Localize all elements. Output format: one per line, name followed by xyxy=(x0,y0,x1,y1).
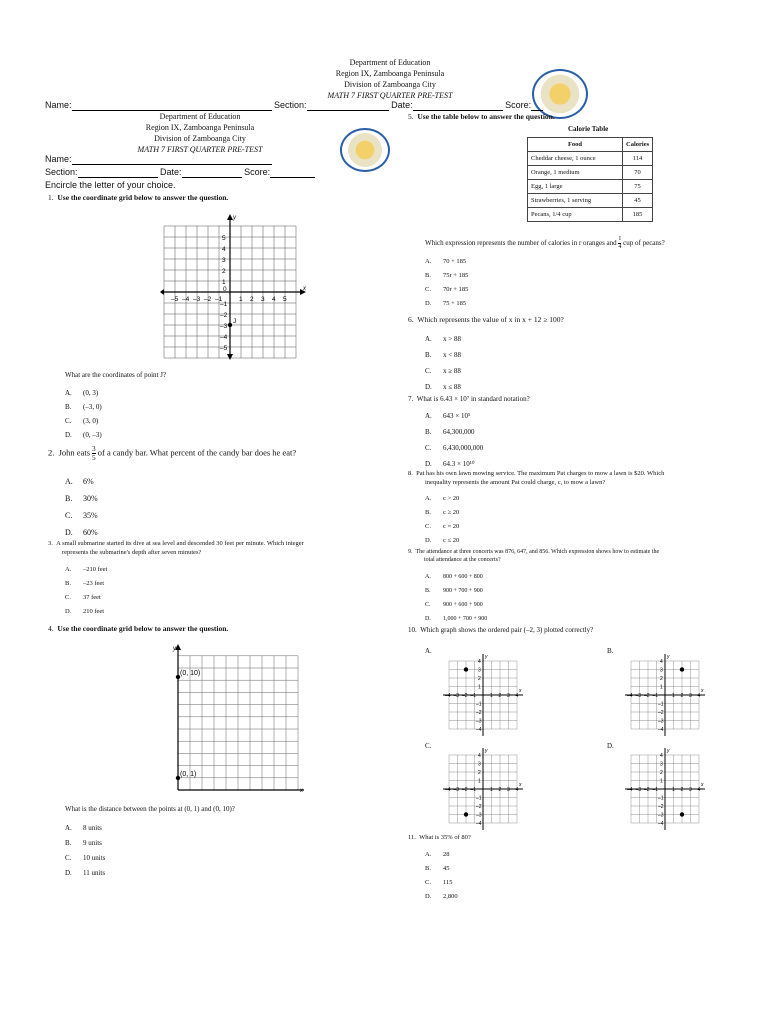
y-tick: 1 xyxy=(478,684,481,691)
q8-option-a[interactable]: A. c > 20 xyxy=(425,495,460,502)
y-axis-label: y xyxy=(485,654,488,660)
y-tick: –3 xyxy=(658,812,664,819)
x-tick: –4 xyxy=(445,787,451,793)
q9-text-line1: The attendance at three concerts was 876, 647, and 856. Which expression shows how to estimate the xyxy=(415,549,660,555)
q6-options xyxy=(425,334,461,392)
q6-option-b[interactable]: B. x < 88 xyxy=(425,351,461,359)
q1-y-tick: –5 xyxy=(220,345,228,352)
date-label: Date: xyxy=(391,100,413,110)
y-tick: 2 xyxy=(478,676,481,682)
q1-x-tick: –1 xyxy=(215,296,223,303)
inner-header xyxy=(90,111,310,155)
x-tick: 1 xyxy=(672,693,675,699)
q4-option-d[interactable]: D. 11 units xyxy=(65,869,106,877)
q1-y-tick: –3 xyxy=(220,323,228,330)
q2-text-post: of a candy bar. What percent of the candy bar does he eat? xyxy=(97,447,297,458)
y-tick: –4 xyxy=(476,821,482,827)
q4-x-label: x xyxy=(300,788,303,794)
y-tick: 2 xyxy=(660,676,663,682)
y-tick: –1 xyxy=(476,795,482,802)
top-header xyxy=(270,57,510,101)
q3-option-b[interactable]: B. –23 feet xyxy=(65,580,105,587)
q8-options xyxy=(425,494,459,546)
y-tick: –2 xyxy=(658,710,664,716)
q2-option-a[interactable]: A. 6% xyxy=(65,477,94,486)
q11-option-d[interactable]: D. 2,800 xyxy=(425,893,458,900)
q5-option-a[interactable]: A. 70 + 185 xyxy=(425,258,467,265)
q3-option-a[interactable]: A. –210 feet xyxy=(65,566,108,573)
q10-option-d-label[interactable]: D. xyxy=(607,742,614,750)
inner-header-title: MATH 7 FIRST QUARTER PRE-TEST xyxy=(137,145,263,154)
plotted-point xyxy=(464,812,468,816)
q1-x-tick: 4 xyxy=(272,296,276,303)
y-tick: 3 xyxy=(478,761,481,768)
x-tick: –1 xyxy=(470,693,477,699)
q10-number: 10. xyxy=(408,626,417,634)
q7-prompt xyxy=(408,394,530,404)
q1-x-label: x xyxy=(303,286,306,292)
y-tick: –1 xyxy=(658,795,664,802)
q2-text-pre: John eats xyxy=(58,447,91,458)
inner-score-blank[interactable] xyxy=(270,167,315,178)
q11-options xyxy=(425,850,458,902)
q11-option-a[interactable]: A. 28 xyxy=(425,851,450,858)
y-tick: –3 xyxy=(476,812,482,819)
inner-header-division: Division of Zamboanga City xyxy=(154,134,246,143)
q1-x-tick: –5 xyxy=(171,296,179,303)
x-tick: –3 xyxy=(453,787,460,793)
name-blank[interactable] xyxy=(72,100,272,111)
q1-prompt xyxy=(48,193,228,203)
q1-coordinate-grid xyxy=(160,212,310,362)
y-tick: 4 xyxy=(478,659,481,665)
inner-name-blank[interactable] xyxy=(72,154,272,165)
y-tick: –1 xyxy=(476,701,482,708)
q7-options xyxy=(425,411,483,469)
header-title: MATH 7 FIRST QUARTER PRE-TEST xyxy=(327,91,453,100)
q4-option-c[interactable]: C. 10 units xyxy=(65,854,106,862)
y-axis-label: y xyxy=(667,748,670,754)
q10-graph-b[interactable] xyxy=(623,652,707,738)
y-tick: 1 xyxy=(660,684,663,691)
x-tick: 3 xyxy=(507,787,510,793)
q3-text-line2: represents the submarine's depth after seven minutes? xyxy=(62,549,202,556)
x-tick: 3 xyxy=(689,787,692,793)
q1-y-tick: 1 xyxy=(222,279,226,286)
q7-option-c[interactable]: C. 6,430,000,000 xyxy=(425,444,484,452)
y-tick: –2 xyxy=(658,804,664,810)
q1-origin-tick: 0 xyxy=(223,286,227,293)
q6-number: 6. xyxy=(408,315,414,324)
x-axis-label: x xyxy=(519,688,522,694)
y-tick: 4 xyxy=(478,753,481,759)
q1-x-tick: –3 xyxy=(193,296,201,303)
y-tick: –3 xyxy=(476,718,482,725)
inner-score-label: Score: xyxy=(244,167,271,177)
q2-option-b[interactable]: B. 30% xyxy=(65,494,98,503)
x-tick: –2 xyxy=(462,787,468,793)
q10-graph-a[interactable] xyxy=(441,652,525,738)
y-axis-label: y xyxy=(485,748,488,754)
q2-options xyxy=(65,477,98,538)
header-dept: Department of Education xyxy=(349,58,431,67)
plotted-point xyxy=(680,667,684,671)
q1-x-tick: –4 xyxy=(182,296,190,303)
q10-graph-d[interactable] xyxy=(623,746,707,832)
q4-point-0-10-label: (0, 10) xyxy=(180,670,201,677)
x-tick: –4 xyxy=(445,693,451,699)
deped-seal-inner xyxy=(340,128,390,172)
name-label: Name: xyxy=(45,100,72,110)
table-row: Pecans, 1/4 cup 185 xyxy=(528,208,653,222)
q5-option-b[interactable]: B. 75r + 185 xyxy=(425,272,469,279)
q1-x-tick: 3 xyxy=(261,296,265,303)
q4-prompt xyxy=(48,624,228,634)
x-tick: 2 xyxy=(498,787,502,793)
q1-point-j xyxy=(228,323,232,327)
q4-option-b[interactable]: B. 9 units xyxy=(65,839,102,847)
q3-number: 3. xyxy=(48,540,53,547)
x-axis-label: x xyxy=(519,782,522,788)
q1-point-j-label: J xyxy=(233,318,237,325)
section-label: Section: xyxy=(274,100,307,110)
q1-y-tick: –2 xyxy=(220,312,228,319)
q5-number: 5. xyxy=(408,112,414,121)
q5-option-c[interactable]: C. 70r + 185 xyxy=(425,286,469,293)
q4-point-0-1-label: (0, 1) xyxy=(180,771,197,778)
table-row: Cheddar cheese, 1 ounce 114 xyxy=(528,152,653,166)
q11-option-b[interactable]: B. 45 xyxy=(425,865,450,872)
q9-prompt xyxy=(408,548,659,564)
y-tick: –4 xyxy=(658,821,664,827)
q8-option-d[interactable]: D. c ≤ 20 xyxy=(425,537,460,544)
q5-prompt xyxy=(408,112,555,122)
x-tick: –3 xyxy=(635,693,642,699)
q7-option-b[interactable]: B. 64,300,000 xyxy=(425,428,475,436)
q7-number: 7. xyxy=(408,395,414,403)
q3-option-c[interactable]: C. 37 feet xyxy=(65,594,101,601)
q1-number: 1. xyxy=(48,193,54,202)
q1-ask: What are the coordinates of point J? xyxy=(65,371,167,379)
q5-options xyxy=(425,257,468,309)
y-tick: 1 xyxy=(478,778,481,785)
q3-prompt xyxy=(48,539,304,557)
header-division: Division of Zamboanga City xyxy=(344,80,436,89)
x-tick: –1 xyxy=(470,787,477,793)
q10-graph-c[interactable] xyxy=(441,746,525,832)
q6-text: Which represents the value of x in x + 12 ≥ 100? xyxy=(417,315,564,324)
y-tick: –4 xyxy=(658,727,664,733)
q1-y-tick: 3 xyxy=(222,257,226,264)
score-blank[interactable] xyxy=(531,100,543,111)
q1-option-b[interactable]: B. (–3, 0) xyxy=(65,403,102,411)
q10-text: Which graph shows the ordered pair (–2, 3) plotted correctly? xyxy=(420,626,594,634)
x-tick: 1 xyxy=(490,693,493,699)
x-tick: 2 xyxy=(680,787,684,793)
q1-y-tick: 2 xyxy=(222,268,226,275)
y-tick: 3 xyxy=(478,667,481,674)
q6-prompt xyxy=(408,315,564,325)
q2-option-d[interactable]: D. 60% xyxy=(65,528,98,537)
inner-section-blank[interactable] xyxy=(78,167,158,178)
x-tick: 1 xyxy=(490,787,493,793)
q8-text-line2: inequality represents the amount Pat could charge, c, to mow a lawn? xyxy=(425,479,606,486)
inner-name-row xyxy=(45,153,272,165)
inner-name-label: Name: xyxy=(45,154,72,164)
table-row: Orange, 1 medium 70 xyxy=(528,166,653,180)
q3-text-line1: A small submarine started its dive at sea level and descended 30 feet per minute. Which integer xyxy=(56,540,304,547)
q10-option-a-label[interactable]: A. xyxy=(425,647,432,655)
q4-y-label: y xyxy=(173,646,176,652)
calorie-table-title: Calorie Table xyxy=(568,125,609,133)
q9-options xyxy=(425,572,487,624)
q11-prompt xyxy=(408,833,471,843)
y-tick: –4 xyxy=(476,727,482,733)
plotted-point xyxy=(464,667,468,671)
x-tick: –3 xyxy=(635,787,642,793)
q2-fraction: $\frac{3}{5}$ xyxy=(92,445,96,462)
x-tick: 4 xyxy=(697,693,701,699)
q11-text: What is 35% of 80? xyxy=(419,834,471,841)
x-tick: 1 xyxy=(672,787,675,793)
table-row: Egg, 1 large 75 xyxy=(528,180,653,194)
y-tick: 4 xyxy=(660,753,663,759)
x-tick: 3 xyxy=(689,693,692,699)
q5-ask: Which expression represents the number of calories in r oranges and $\frac{1}{4}$ cup of pecans? xyxy=(425,236,665,250)
y-tick: 2 xyxy=(660,770,663,776)
x-tick: 3 xyxy=(507,693,510,699)
calorie-table-header: Food Calories xyxy=(528,138,653,152)
y-tick: 3 xyxy=(660,667,663,674)
q2-option-c[interactable]: C. 35% xyxy=(65,511,98,520)
inner-date-blank[interactable] xyxy=(182,167,242,178)
x-tick: –1 xyxy=(652,787,659,793)
q1-y-label: y xyxy=(233,215,236,221)
x-tick: 2 xyxy=(680,693,684,699)
x-tick: –3 xyxy=(453,693,460,699)
inner-fields-row xyxy=(45,166,315,178)
q8-option-b[interactable]: B. c ≥ 20 xyxy=(425,509,460,516)
x-tick: –2 xyxy=(644,787,650,793)
inner-header-dept: Department of Education xyxy=(159,112,241,121)
inner-section-label: Section: xyxy=(45,167,78,177)
inner-date-label: Date: xyxy=(160,167,182,177)
q1-y-tick: –4 xyxy=(220,334,228,341)
q8-text-line1: Pat has his own lawn mowing service. The maximum Pat charges to mow a lawn is $20. Which xyxy=(416,470,665,477)
calorie-table xyxy=(527,137,653,222)
q1-x-tick: 1 xyxy=(239,296,243,303)
q8-prompt xyxy=(408,469,664,487)
section-blank[interactable] xyxy=(307,100,389,111)
x-axis-label: x xyxy=(701,688,704,694)
q10-option-c-label[interactable]: C. xyxy=(425,742,432,750)
y-tick: –1 xyxy=(658,701,664,708)
x-tick: 4 xyxy=(515,787,519,793)
top-fields-row xyxy=(45,99,543,111)
x-tick: 4 xyxy=(697,787,701,793)
q4-ask: What is the distance between the points at (0, 1) and (0, 10)? xyxy=(65,805,235,813)
q1-y-tick: –1 xyxy=(220,301,228,308)
x-tick: –4 xyxy=(627,693,633,699)
y-tick: –3 xyxy=(658,718,664,725)
q11-number: 11. xyxy=(408,834,416,841)
q1-option-a[interactable]: A. (0, 3) xyxy=(65,389,99,397)
q5-text: Use the table below to answer the question. xyxy=(417,112,555,121)
q9-text-line2: total attendance at the concerts? xyxy=(424,557,501,563)
q4-number: 4. xyxy=(48,624,54,633)
y-tick: 1 xyxy=(660,778,663,785)
q7-option-a[interactable]: A. 643 × 10⁵ xyxy=(425,412,471,420)
y-axis-label: y xyxy=(667,654,670,660)
q9-option-d[interactable]: D. 1,000 + 700 + 900 xyxy=(425,616,488,622)
y-tick: –2 xyxy=(476,710,482,716)
q3-option-d[interactable]: D. 210 feet xyxy=(65,608,105,615)
q10-option-b-label[interactable]: B. xyxy=(607,647,614,655)
q4-text: Use the coordinate grid below to answer the question. xyxy=(57,624,229,633)
q2-prompt xyxy=(48,445,296,462)
q9-number: 9. xyxy=(408,549,413,555)
q10-prompt xyxy=(408,625,593,635)
q2-number: 2. xyxy=(48,447,55,458)
x-tick: –4 xyxy=(627,787,633,793)
q1-option-d[interactable]: D. (0, –3) xyxy=(65,431,102,439)
score-label: Score: xyxy=(505,100,532,110)
q5-option-d[interactable]: D. 75 + 185 xyxy=(425,300,467,307)
plotted-point xyxy=(680,812,684,816)
q1-x-tick: 5 xyxy=(283,296,287,303)
q11-option-c[interactable]: C. 115 xyxy=(425,879,453,886)
inner-header-region: Region IX, Zamboanga Peninsula xyxy=(145,123,255,132)
table-row: Strawberries, 1 serving 45 xyxy=(528,194,653,208)
q8-option-c[interactable]: C. c = 20 xyxy=(425,523,460,530)
x-tick: –1 xyxy=(652,693,659,699)
q1-text: Use the coordinate grid below to answer the question. xyxy=(57,193,229,202)
q1-options xyxy=(65,388,102,440)
y-tick: –2 xyxy=(476,804,482,810)
q7-option-d[interactable]: D. 64.3 × 10¹⁰ xyxy=(425,460,475,468)
q9-option-b[interactable]: B. 900 + 700 + 900 xyxy=(425,588,483,594)
y-tick: 2 xyxy=(478,770,481,776)
y-tick: 3 xyxy=(660,761,663,768)
q4-options xyxy=(65,823,105,878)
q1-x-tick: –2 xyxy=(204,296,212,303)
q1-y-tick: 4 xyxy=(222,246,226,253)
q6-option-c[interactable]: C. x ≥ 88 xyxy=(425,367,461,375)
x-tick: –2 xyxy=(644,693,650,699)
q4-option-a[interactable]: A. 8 units xyxy=(65,824,102,832)
q1-y-tick: 5 xyxy=(222,235,226,242)
x-tick: –2 xyxy=(462,693,468,699)
header-region: Region IX, Zamboanga Peninsula xyxy=(335,69,445,78)
q1-x-tick: 2 xyxy=(250,296,254,303)
q4-coordinate-grid xyxy=(168,642,310,796)
q1-option-c[interactable]: C. (3, 0) xyxy=(65,417,99,425)
x-axis-label: x xyxy=(701,782,704,788)
q6-option-d[interactable]: D. x ≤ 88 xyxy=(425,383,461,391)
q7-text: What is 6.43 × 10⁷ in standard notation? xyxy=(416,395,530,403)
instruction: Encircle the letter of your choice. xyxy=(45,180,176,190)
q9-option-c[interactable]: C. 900 + 600 + 900 xyxy=(425,602,483,608)
y-tick: 4 xyxy=(660,659,663,665)
x-tick: 4 xyxy=(515,693,519,699)
q6-option-a[interactable]: A. x > 88 xyxy=(425,335,461,343)
date-blank[interactable] xyxy=(413,100,503,111)
q9-option-a[interactable]: A. 800 + 600 + 800 xyxy=(425,574,483,580)
q8-number: 8. xyxy=(408,470,413,477)
x-tick: 2 xyxy=(498,693,502,699)
q3-options xyxy=(65,565,107,617)
q5-fraction: $\frac{1}{4}$ xyxy=(618,236,622,250)
